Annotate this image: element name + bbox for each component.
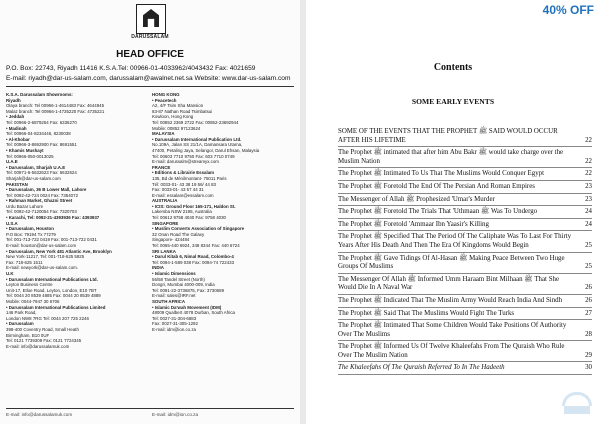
directory-entry: Kowloon, Hong Kong bbox=[152, 114, 194, 120]
directory-entry: 398-400 Coventry Road, Small Heath bbox=[6, 326, 79, 332]
directory-entry: Malaz branch: Tel 00966-1-4735220 Fax: 4735221 bbox=[6, 108, 105, 114]
directory-entry: PAKISTAN bbox=[6, 181, 28, 187]
directory-entry: Tel: 00852 2369 2722 Fax: 00852-23692944 bbox=[152, 119, 239, 125]
toc-item-title: The Prophet ﷺ Said That The Muslims Would Fight The Turks bbox=[338, 309, 515, 317]
toc-item-page: 26 bbox=[585, 296, 592, 304]
right-page-contents bbox=[306, 0, 600, 424]
toc-item[interactable] bbox=[338, 233, 592, 252]
directory-entry: Leyton Business Centre bbox=[6, 282, 53, 288]
directory-entry: 83-87 Nathan Road Tsimbatsui bbox=[152, 108, 213, 114]
directory-entry: • Darussalam International Publication Ltd. bbox=[152, 136, 242, 142]
directory-entry: K.S.A. Darussalam Showrooms: bbox=[6, 92, 73, 97]
directory-entry: Tel: 0091-22-3736875, Fax: 3730689 bbox=[152, 287, 225, 293]
toc-item[interactable] bbox=[338, 276, 592, 295]
directory-entry: INDIA bbox=[152, 265, 164, 271]
directory-entry: • Darussalam International Publications Ltd. bbox=[6, 276, 98, 282]
directory-entry: • Darussalam, 36 B Lower Mall, Lahore bbox=[6, 187, 87, 193]
contents-title: Contents bbox=[433, 62, 473, 73]
directory-entry: Tel: 0027-31-304-6883 bbox=[152, 315, 197, 321]
directory-entry: Fax: 0033-01- 43 57 44 31 bbox=[152, 187, 204, 193]
toc-item-page: 28 bbox=[585, 330, 592, 338]
directory-entry: • Al-Khobar bbox=[6, 136, 30, 142]
directory-entry: No.109A, Jalan SS 21/1A, Damansara Utama, bbox=[152, 142, 243, 148]
toc-item-title: The Prophet ﷺ Gave Tidings Of Al-Hasan ﷺ Making Peace Between Two Huge Groups Of Muslims bbox=[338, 254, 565, 271]
directory-entry: Tel: 00971-6-5632623 Fax: 5632624 bbox=[6, 170, 77, 176]
directory-entry: U.S.A bbox=[6, 220, 18, 226]
directory-entry: E-mail: essalam@essalam.com bbox=[152, 192, 214, 198]
logo-wordmark: DARUSSALAM bbox=[131, 34, 169, 40]
directory-entry: 56/58 Tandel Street (North) bbox=[152, 276, 205, 282]
toc-item-page: 26 bbox=[585, 284, 592, 292]
directory-entry: U.K bbox=[6, 271, 14, 276]
toc-item-title: The Prophet ﷺ Foretold The Trials That 'Uthmaan ﷺ Was To Undergo bbox=[338, 208, 538, 216]
toc-item-page: 25 bbox=[585, 263, 592, 271]
directory-entry: • Islamic Da'wah Movement (IDM) bbox=[152, 304, 222, 310]
directory-entry: • Peacetech bbox=[152, 97, 177, 103]
directory-entry: E-mail: newyork@dar-us-salam.com. bbox=[6, 265, 79, 271]
directory-entry: • Darussalam, New York 481 Atlantic Ave, Brooklyn bbox=[6, 248, 112, 254]
directory-entry: Olaya branch: Tel 00966-1-4614483 Fax: 4644945 bbox=[6, 103, 105, 109]
directory-entry: Birmingham, B10 0UF bbox=[6, 332, 50, 338]
toc-item-page: 25 bbox=[585, 241, 592, 249]
showroom-list-right bbox=[152, 92, 296, 333]
footer-email-left: E-mail: info@darussalamuk.com bbox=[6, 412, 73, 417]
directory-entry: Mobile: 00852 97123624 bbox=[152, 125, 201, 131]
directory-entry: • Khamis Mushayt bbox=[6, 147, 44, 153]
directory-entry: 146 Park Road, bbox=[6, 310, 37, 316]
directory-entry: E-mail: idm@ion.co.za bbox=[152, 326, 196, 332]
directory-entry: Tel: 0094-1-589 038 Fax: 0094-74 722433 bbox=[152, 259, 235, 265]
directory-entry: • Editions & Librairie Essalam bbox=[152, 170, 215, 176]
toc-item-page: 22 bbox=[585, 136, 592, 144]
toc-item[interactable] bbox=[338, 149, 592, 168]
directory-entry: U.A.E bbox=[6, 159, 18, 165]
directory-entry: Urdu Bazar Lahore bbox=[6, 203, 44, 209]
directory-entry: P.O Box: 79194 Tx 77279 bbox=[6, 231, 56, 237]
toc-item-title: The Prophet ﷺ Foretold The End Of The Persian And Roman Empires bbox=[338, 182, 535, 190]
toc-item[interactable] bbox=[338, 310, 592, 321]
toc-item[interactable] bbox=[338, 343, 592, 362]
footer-email-right: E-mail: idm@ion.co.za bbox=[152, 412, 199, 417]
directory-entry: Tel: 00966-050-0013025 bbox=[6, 153, 54, 159]
directory-entry: • Madinah bbox=[6, 125, 27, 131]
head-office-address: P.O. Box: 22743, Riyadh 11416 K.S.A.Tel: 00966-01-4033962/4043432 Fax: 4021659 bbox=[6, 65, 256, 72]
directory-entry: Tel: 00966-3-8692900 Fax: 8691551 bbox=[6, 142, 77, 148]
directory-entry: London NW8 7RG Tel: 0044 207 725 2246 bbox=[6, 315, 89, 321]
toc-item-page: 24 bbox=[585, 220, 592, 228]
toc-item-page: 22 bbox=[585, 157, 592, 165]
toc-item-page: 23 bbox=[585, 195, 592, 203]
directory-entry: HONG KONG bbox=[152, 92, 180, 97]
directory-entry: • Darul Kitab 6, Nimal Road, Colombo-4 bbox=[152, 254, 234, 260]
showroom-list-left bbox=[6, 92, 144, 349]
directory-entry: FRANCE bbox=[152, 164, 171, 170]
divider bbox=[6, 86, 294, 87]
directory-entry: • Jeddah bbox=[6, 114, 25, 120]
directory-entry: Tel: 0065-440 6924, 348 8344 Fax: 440 6724 bbox=[152, 243, 240, 249]
discount-badge[interactable]: 40% OFF bbox=[542, 3, 594, 17]
toc-item[interactable] bbox=[338, 128, 592, 147]
toc-item-page: 22 bbox=[585, 170, 592, 178]
toc-item[interactable] bbox=[338, 221, 592, 232]
toc-item-title: The Prophet ﷺ Intimated That Some Children Would Take Positions Of Authority Over The Muslims bbox=[338, 322, 567, 338]
directory-entry: • Darussalam International Publications Limited bbox=[6, 304, 106, 310]
directory-entry: • Darussalam, Sharjah U.A.E bbox=[6, 164, 66, 170]
toc-item-title: The Khaleefahs Of The Quraish Referred To In The Hadeeth bbox=[338, 364, 505, 372]
directory-entry: Tel: 0044 20 8539 4885 Fax: 0044 20 8539 4889 bbox=[6, 293, 101, 299]
head-office-web: E-mail: riyadh@dar-us-salam.com, darussalam@awalnet.net.sa Website: www.dar-us-salam.com bbox=[6, 75, 291, 82]
directory-entry: • Karachi, Tel: 0092-21-4393936 Fax: 4393937 bbox=[6, 215, 100, 221]
directory-entry: Tel: 00612 9758 4040 Fax: 9758 4030 bbox=[152, 215, 226, 221]
directory-entry: Tél: 0033-01- 43 38 19 56/ 44 83 bbox=[152, 181, 216, 187]
directory-entry: • Darussalam, Houston bbox=[6, 226, 54, 232]
toc-item[interactable] bbox=[338, 183, 592, 194]
directory-entry: Tel: 00603 7710 9750 Fax: 603 7710 0749 bbox=[152, 153, 235, 159]
directory-entry: Dongri, Mumbai 4000-009, India bbox=[152, 282, 215, 288]
directory-entry: SINGAPORE bbox=[152, 220, 179, 226]
toc-item-title: SOME OF THE EVENTS THAT THE PROPHET ﷺ SAID WOULD OCCUR AFTER HIS LIFETIME bbox=[338, 128, 558, 144]
directory-entry: • ICIS: Ground Floor 165-171, Haldon St. bbox=[152, 203, 236, 209]
toc-item-title: The Prophet ﷺ intimated that after him Abu Bakr ﷺ would take charge over the Muslim Nation bbox=[338, 149, 564, 165]
toc-item-title: The Prophet ﷺ Intimated To Us That The Muslims Would Conquer Egypt bbox=[338, 170, 545, 178]
directory-entry: Tel: 0121 7739309 Fax: 0121 7724345 bbox=[6, 338, 82, 344]
directory-entry: Riyadh bbox=[6, 97, 21, 103]
toc-item-title: The Messenger Of Allah ﷺ Informed Umm Haraam Bint Milhaan ﷺ That She Would Die In A Naval War bbox=[338, 275, 560, 292]
toc-item-title: The Messenger of Allah ﷺ Prophesized 'Umar's Murder bbox=[338, 195, 495, 203]
directory-entry: 48009 Qualbert 4078 Durban, South Africa bbox=[152, 310, 235, 316]
directory-entry: 135, Bd de Ménilmontant- 75011 Paris bbox=[152, 175, 227, 181]
directory-entry: Unit-17, Etloe Road, Leyton, London, E10 7BT bbox=[6, 287, 97, 293]
directory-entry: • Muslim Converts Association of Singapore bbox=[152, 226, 245, 232]
directory-entry: SRI LANKA bbox=[152, 248, 176, 254]
toc-item-page: 27 bbox=[585, 309, 592, 317]
toc-item-page: 23 bbox=[585, 182, 592, 190]
section-title: SOME EARLY EVENTS bbox=[411, 97, 495, 106]
toc-item-title: The Prophet ﷺ Informed Us Of Twelve Khaleefahs From The Quraish Who Rule Over The Muslim Nation bbox=[338, 343, 565, 359]
toc-item-page: 24 bbox=[585, 208, 592, 216]
toc-item[interactable] bbox=[338, 297, 592, 308]
directory-entry: A2, 4/F Tsim Sha Mansion bbox=[152, 103, 204, 109]
directory-entry: Sharjah@dar-us-salam.com bbox=[6, 175, 61, 181]
watermark-logo-icon bbox=[562, 392, 592, 416]
toc-item-page: 30 bbox=[585, 364, 592, 372]
directory-entry: Fax: 718-625 1511 bbox=[6, 259, 43, 265]
directory-entry: 32 Onan Road The Galaxy bbox=[152, 231, 205, 237]
toc-item[interactable] bbox=[338, 364, 592, 375]
toc-item[interactable] bbox=[338, 170, 592, 181]
directory-entry: MALAYSIA bbox=[152, 131, 175, 137]
toc-item-page: 29 bbox=[585, 351, 592, 359]
directory-entry: • Darussalam bbox=[6, 321, 34, 327]
directory-entry: Tel: 0092-42-7120054 Fax: 7320703 bbox=[6, 209, 77, 215]
directory-entry: Fax: 0027-31-305-1292 bbox=[152, 321, 198, 327]
directory-entry: AUSTRALIA bbox=[152, 198, 178, 204]
directory-entry: E-mail: houston@dar-us-salam.com bbox=[6, 243, 77, 249]
directory-entry: Tel: 001-713-722 0419 Fax: 001-713-722 0431 bbox=[6, 237, 97, 243]
directory-entry: Tel: 00966-04-8234446, 8230038 bbox=[6, 131, 71, 137]
toc-item[interactable] bbox=[338, 208, 592, 219]
directory-entry: E-mail: info@darussalamuk.com bbox=[6, 343, 70, 349]
directory-entry: 47400, Petaling Jaya, Selangor, Darul Ehsan, Malaysia bbox=[152, 147, 260, 153]
toc-item-title: The Prophet ﷺ Foretold 'Ammaar Ibn Yaasir's Killing bbox=[338, 220, 489, 228]
directory-entry: E-mail: darussalm@streamyx.com bbox=[152, 159, 219, 165]
directory-entry: SOUTH AFRICA bbox=[152, 298, 186, 304]
darussalam-logo-icon bbox=[136, 4, 166, 34]
directory-entry: Mobile: 0044-7947 30 6706 bbox=[6, 298, 60, 304]
table-of-contents bbox=[338, 128, 592, 377]
head-office-heading: HEAD OFFICE bbox=[116, 49, 184, 60]
directory-entry: New York-11217, Tel: 001-718-625 5925 bbox=[6, 254, 85, 260]
directory-entry: E-mail: sales@IRF.net bbox=[152, 293, 196, 299]
directory-entry: Tel: 0092-42-724 0024 Fax: 7354072 bbox=[6, 192, 79, 198]
directory-entry: Singapore- 424484 bbox=[152, 237, 190, 243]
directory-entry: Tel: 00966-2-6879254 Fax: 6336270 bbox=[6, 119, 77, 125]
directory-entry: • Islamic Dimensions bbox=[152, 271, 196, 276]
divider bbox=[6, 408, 294, 409]
toc-item-title: The Prophet ﷺ Specified That The Period Of The Caliphate Was To Last For Thirty Years After His Death And Then The Era Of Kingdoms Would Begin bbox=[338, 233, 572, 249]
toc-item[interactable] bbox=[338, 196, 592, 207]
directory-entry: • Rahman Market, Ghazni Street bbox=[6, 198, 73, 204]
directory-entry: Lakemba NSW 2195, Australia bbox=[152, 209, 212, 215]
toc-item-title: The Prophet ﷺ Indicated That The Muslim Army Would Reach India And Sindh bbox=[338, 296, 563, 304]
toc-item[interactable] bbox=[338, 322, 592, 341]
toc-item[interactable] bbox=[338, 255, 592, 274]
